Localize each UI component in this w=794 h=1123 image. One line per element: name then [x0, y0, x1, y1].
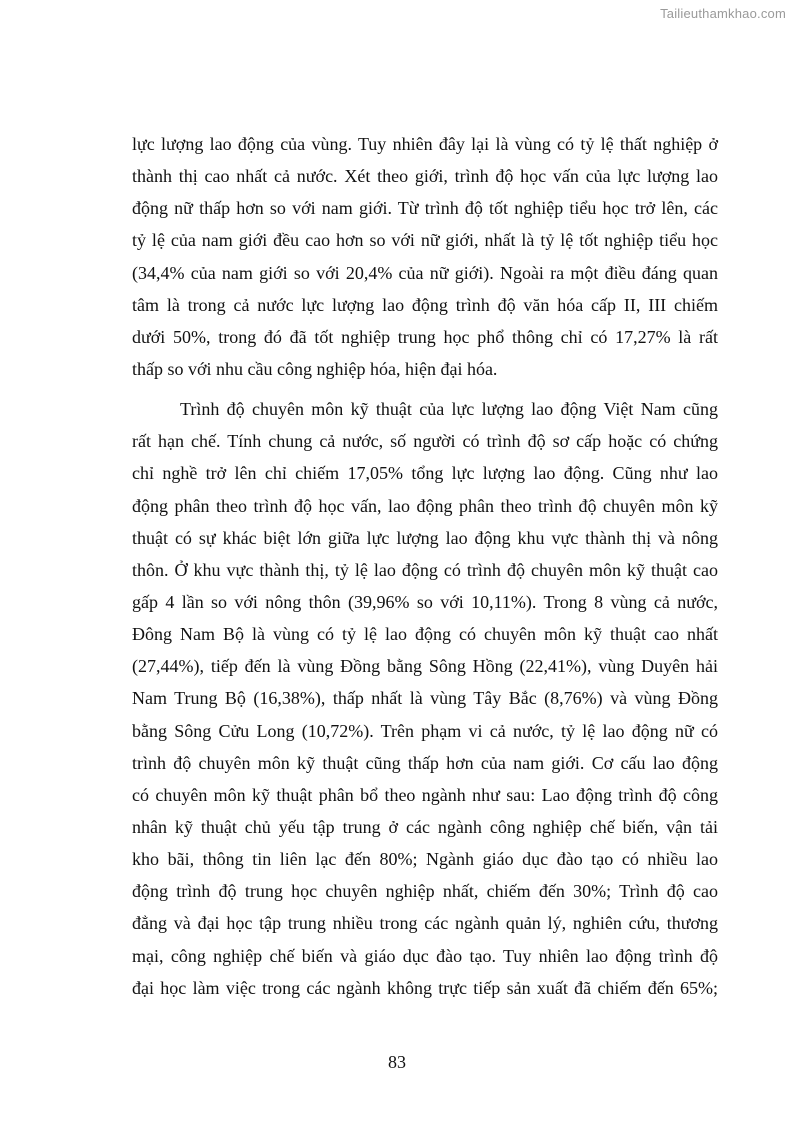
watermark: Tailieuthamkhao.com: [660, 6, 786, 21]
text-line: (34,4% của nam giới so với 20,4% của nữ giới). Ngoài ra một điều đáng quan: [132, 262, 718, 283]
page-number: 83: [388, 1052, 406, 1072]
text-line: chỉ nghề trở lên chỉ chiếm 17,05% tổng lực lượng lao động. Cũng như lao: [132, 463, 718, 484]
text-line: đại học làm việc trong các ngành không trực tiếp sản xuất đã chiếm đến 65%;: [132, 977, 718, 998]
text-line: bằng Sông Cửu Long (10,72%). Trên phạm vi cả nước, tỷ lệ lao động nữ có: [132, 720, 718, 741]
text-line: tâm là trong cả nước lực lượng lao động trình độ văn hóa cấp II, III chiếm: [132, 294, 718, 315]
text-line: động phân theo trình độ học vấn, lao động phân theo trình độ chuyên môn kỹ: [132, 495, 718, 516]
text-line: dưới 50%, trong đó đã tốt nghiệp trung học phổ thông chỉ có 17,27% là rất: [132, 326, 718, 347]
document-body: [132, 128, 718, 1004]
text-line: động trình độ trung học chuyên nghiệp nhất, chiếm đến 30%; Trình độ cao: [132, 881, 718, 902]
text-line: đẳng và đại học tập trung nhiều trong các ngành quản lý, nghiên cứu, thương: [132, 913, 718, 934]
text-line: trình độ chuyên môn kỹ thuật cũng thấp hơn của nam giới. Cơ cấu lao động: [132, 752, 718, 773]
text-line: nhân kỹ thuật chủ yếu tập trung ở các ngành công nghiệp chế biến, vận tải: [132, 816, 718, 837]
text-line: Trình độ chuyên môn kỹ thuật của lực lượng lao động Việt Nam cũng: [180, 399, 718, 420]
paragraph-1: [132, 128, 718, 385]
text-line: động nữ thấp hơn so với nam giới. Từ trình độ tốt nghiệp tiểu học trở lên, các: [132, 198, 718, 219]
text-line: có chuyên môn kỹ thuật phân bổ theo ngành như sau: Lao động trình độ công: [132, 784, 718, 805]
text-line: thấp so với nhu cầu công nghiệp hóa, hiện đại hóa.: [132, 358, 498, 379]
text-line: gấp 4 lần so với nông thôn (39,96% so với 10,11%). Trong 8 vùng cả nước,: [132, 591, 718, 612]
text-line: thuật có sự khác biệt lớn giữa lực lượng lao động khu vực thành thị và nông: [132, 527, 718, 548]
text-line: thôn. Ở khu vực thành thị, tỷ lệ lao động có trình độ chuyên môn kỹ thuật cao: [132, 559, 718, 580]
text-line: mại, công nghiệp chế biến và giáo dục đào tạo. Tuy nhiên lao động trình độ: [132, 945, 718, 966]
text-line: (27,44%), tiếp đến là vùng Đồng bằng Sông Hồng (22,41%), vùng Duyên hải: [132, 656, 718, 677]
text-line: thành thị cao nhất cả nước. Xét theo giới, trình độ học vấn của lực lượng lao: [132, 166, 718, 187]
text-line: kho bãi, thông tin liên lạc đến 80%; Ngành giáo dục đào tạo có nhiều lao: [132, 849, 718, 870]
text-line: rất hạn chế. Tính chung cả nước, số người có trình độ sơ cấp hoặc có chứng: [132, 431, 718, 452]
paragraph-2: [132, 393, 718, 1004]
paragraph-gap: [132, 385, 718, 393]
text-line: Đông Nam Bộ là vùng có tỷ lệ lao động có chuyên môn kỹ thuật cao nhất: [132, 624, 718, 645]
text-line: tỷ lệ của nam giới đều cao hơn so với nữ giới, nhất là tỷ lệ tốt nghiệp tiểu học: [132, 230, 718, 251]
text-line: lực lượng lao động của vùng. Tuy nhiên đây lại là vùng có tỷ lệ thất nghiệp ở: [132, 134, 718, 154]
text-line: Nam Trung Bộ (16,38%), thấp nhất là vùng Tây Bắc (8,76%) và vùng Đồng: [132, 688, 718, 709]
